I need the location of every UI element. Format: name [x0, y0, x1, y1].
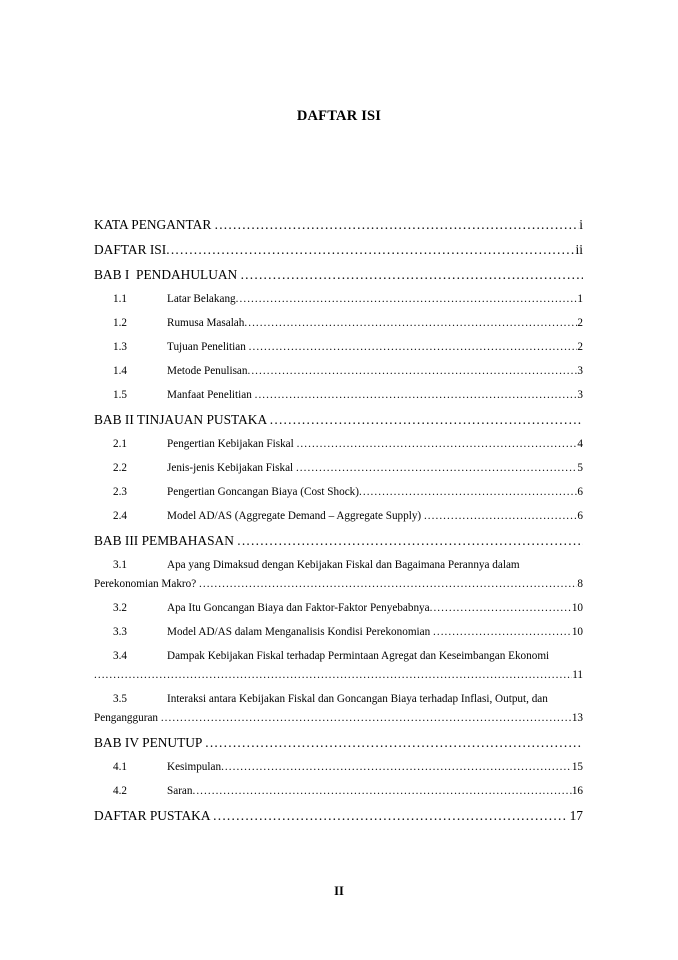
toc-section-number: 3.3: [113, 626, 127, 638]
footer-page-marker: II: [334, 884, 344, 898]
toc-row: [94, 359, 583, 383]
dot-leader: [244, 318, 577, 329]
toc-row-wrapped: [94, 553, 583, 596]
toc-entry[interactable]: [94, 596, 583, 620]
toc-row: [94, 407, 583, 432]
dot-leader: [359, 487, 577, 498]
toc-entry[interactable]: [94, 237, 583, 262]
toc-section-number: 2.2: [113, 462, 127, 474]
toc-row-line-1: [94, 690, 583, 709]
toc-row: [94, 311, 583, 335]
toc-page-number: 2: [577, 341, 583, 353]
toc-page-number: 1: [577, 293, 583, 305]
toc-row: [94, 335, 583, 359]
toc-entry-label: Jenis-jenis Kebijakan Fiskal: [167, 462, 296, 474]
dot-leader: [215, 218, 580, 231]
toc-section-number: 3.4: [113, 650, 127, 662]
toc-page-number: 16: [571, 785, 583, 797]
dot-leader: [247, 366, 577, 377]
toc-entry[interactable]: [94, 528, 583, 553]
toc-entry[interactable]: [94, 504, 583, 528]
toc-entry-label: Apa yang Dimaksud dengan Kebijakan Fiskal dan Bagaimana Perannya dalam: [167, 559, 520, 571]
toc-page-number: 3: [577, 389, 583, 401]
table-of-contents: [94, 212, 583, 828]
toc-entry-label: Metode Penulisan: [167, 365, 248, 377]
toc-entry-label: Model AD/AS dalam Menganalisis Kondisi Perekonomian: [167, 626, 433, 638]
toc-entry-label: Pengangguran: [94, 712, 161, 724]
dot-leader: [161, 713, 572, 724]
toc-entry-label: BAB II TINJAUAN PUSTAKA: [94, 412, 270, 427]
toc-entry-label: BAB I PENDAHULUAN: [94, 267, 241, 282]
toc-page-number: 10: [571, 602, 583, 614]
toc-entry-label: Tujuan Penelitian: [167, 341, 249, 353]
toc-entry-label: Apa Itu Goncangan Biaya dan Faktor-Faktor Penyebabnya: [167, 602, 430, 614]
dot-leader: [430, 603, 572, 614]
toc-entry[interactable]: [94, 335, 583, 359]
toc-entry[interactable]: [94, 803, 583, 828]
toc-row-line-1: [94, 647, 583, 666]
toc-page-number: 6: [577, 486, 583, 498]
toc-row: [94, 620, 583, 644]
dot-leader: [296, 463, 577, 474]
toc-row: [94, 432, 583, 456]
dot-leader: [241, 268, 583, 281]
toc-page-number: 6: [577, 510, 583, 522]
toc-row: [94, 456, 583, 480]
toc-entry[interactable]: [94, 262, 583, 287]
toc-entry[interactable]: [94, 553, 583, 596]
dot-leader: [255, 390, 578, 401]
toc-entry-label: Dampak Kebijakan Fiskal terhadap Permintaan Agregat dan Keseimbangan Ekonomi: [167, 650, 550, 662]
toc-entry-label: KATA PENGANTAR: [94, 217, 215, 232]
toc-section-number: 1.4: [113, 365, 127, 377]
toc-row: [94, 480, 583, 504]
toc-entry-label: BAB III PEMBAHASAN: [94, 533, 238, 548]
toc-entry-label: Saran: [167, 785, 193, 797]
dot-leader: [297, 439, 578, 450]
dot-leader: [270, 413, 583, 426]
toc-page-number: 10: [571, 626, 583, 638]
toc-page-number: 2: [577, 317, 583, 329]
toc-entry-label: Interaksi antara Kebijakan Fiskal dan Goncangan Biaya terhadap Inflasi, Output, dan: [167, 693, 548, 705]
toc-entry[interactable]: [94, 287, 583, 311]
toc-entry[interactable]: [94, 407, 583, 432]
toc-row: [94, 803, 583, 828]
toc-entry[interactable]: [94, 456, 583, 480]
toc-entry-label: Manfaat Penelitian: [167, 389, 255, 401]
toc-entry[interactable]: [94, 432, 583, 456]
toc-section-number: 1.1: [113, 293, 127, 305]
toc-section-number: 3.5: [113, 693, 127, 705]
toc-row: [94, 528, 583, 553]
dot-leader: [237, 534, 583, 547]
toc-page-number: ii: [575, 242, 583, 257]
toc-section-number: 1.3: [113, 341, 127, 353]
toc-section-number: 2.4: [113, 510, 127, 522]
toc-section-number: 2.3: [113, 486, 127, 498]
toc-row: [94, 755, 583, 779]
toc-page-number: 5: [577, 462, 583, 474]
toc-entry-label: Perekonomian Makro?: [94, 578, 200, 590]
toc-section-number: 4.1: [113, 761, 127, 773]
dot-leader: [249, 342, 578, 353]
toc-section-number: 3.1: [113, 559, 127, 571]
toc-section-number: 4.2: [113, 785, 127, 797]
toc-entry[interactable]: [94, 730, 583, 755]
toc-row: [94, 237, 583, 262]
toc-entry[interactable]: [94, 212, 583, 237]
toc-entry[interactable]: [94, 644, 583, 687]
toc-row: [94, 287, 583, 311]
toc-entry[interactable]: [94, 687, 583, 730]
page-title: DAFTAR ISI: [296, 108, 382, 124]
dot-leader: [94, 670, 572, 681]
dot-leader: [199, 579, 577, 590]
toc-entry-label: DAFTAR ISI: [94, 242, 167, 257]
toc-page-number: 15: [571, 761, 583, 773]
toc-row-wrapped: [94, 644, 583, 687]
toc-row: [94, 212, 583, 237]
toc-section-number: 1.5: [113, 389, 127, 401]
toc-entry-label: Rumusa Masalah: [167, 317, 245, 329]
toc-row-line-2: [94, 709, 583, 728]
toc-section-number: 1.2: [113, 317, 127, 329]
toc-entry-label: Latar Belakang: [167, 293, 236, 305]
toc-section-number: 3.2: [113, 602, 127, 614]
toc-row: [94, 262, 583, 287]
toc-row: [94, 779, 583, 803]
toc-page-number: 17: [566, 808, 583, 823]
toc-entry-label: Model AD/AS (Aggregate Demand – Aggregate Supply): [167, 510, 424, 522]
toc-page-number: 4: [577, 438, 583, 450]
dot-leader: [213, 809, 566, 822]
toc-entry-label: BAB IV PENUTUP: [94, 735, 206, 750]
toc-row: [94, 383, 583, 407]
toc-entry-label: Pengertian Kebijakan Fiskal: [167, 438, 297, 450]
toc-row-wrapped: [94, 687, 583, 730]
toc-entry[interactable]: [94, 755, 583, 779]
toc-entry[interactable]: [94, 359, 583, 383]
toc-entry-label: Kesimpulan: [167, 761, 222, 773]
toc-row-line-2: [94, 575, 583, 594]
toc-row: [94, 596, 583, 620]
toc-page-number: 13: [571, 712, 583, 724]
toc-row-line-2: [94, 666, 583, 685]
dot-leader: [192, 786, 571, 797]
dot-leader: [433, 627, 572, 638]
toc-page-number: 3: [577, 365, 583, 377]
dot-leader: [236, 294, 578, 305]
toc-section-number: 2.1: [113, 438, 127, 450]
toc-entry-label: DAFTAR PUSTAKA: [94, 808, 214, 823]
toc-page-number: i: [579, 217, 583, 232]
toc-row-line-1: [94, 556, 583, 575]
toc-page-number: 11: [572, 669, 583, 681]
dot-leader: [166, 243, 575, 256]
toc-entry[interactable]: [94, 779, 583, 803]
toc-entry[interactable]: [94, 383, 583, 407]
toc-page-number: 8: [577, 578, 583, 590]
dot-leader: [424, 511, 577, 522]
toc-entry-label: Pengertian Goncangan Biaya (Cost Shock): [167, 486, 360, 498]
toc-entry[interactable]: [94, 620, 583, 644]
toc-entry[interactable]: [94, 311, 583, 335]
dot-leader: [221, 762, 572, 773]
dot-leader: [205, 736, 583, 749]
toc-row: [94, 730, 583, 755]
toc-entry[interactable]: [94, 480, 583, 504]
toc-row: [94, 504, 583, 528]
